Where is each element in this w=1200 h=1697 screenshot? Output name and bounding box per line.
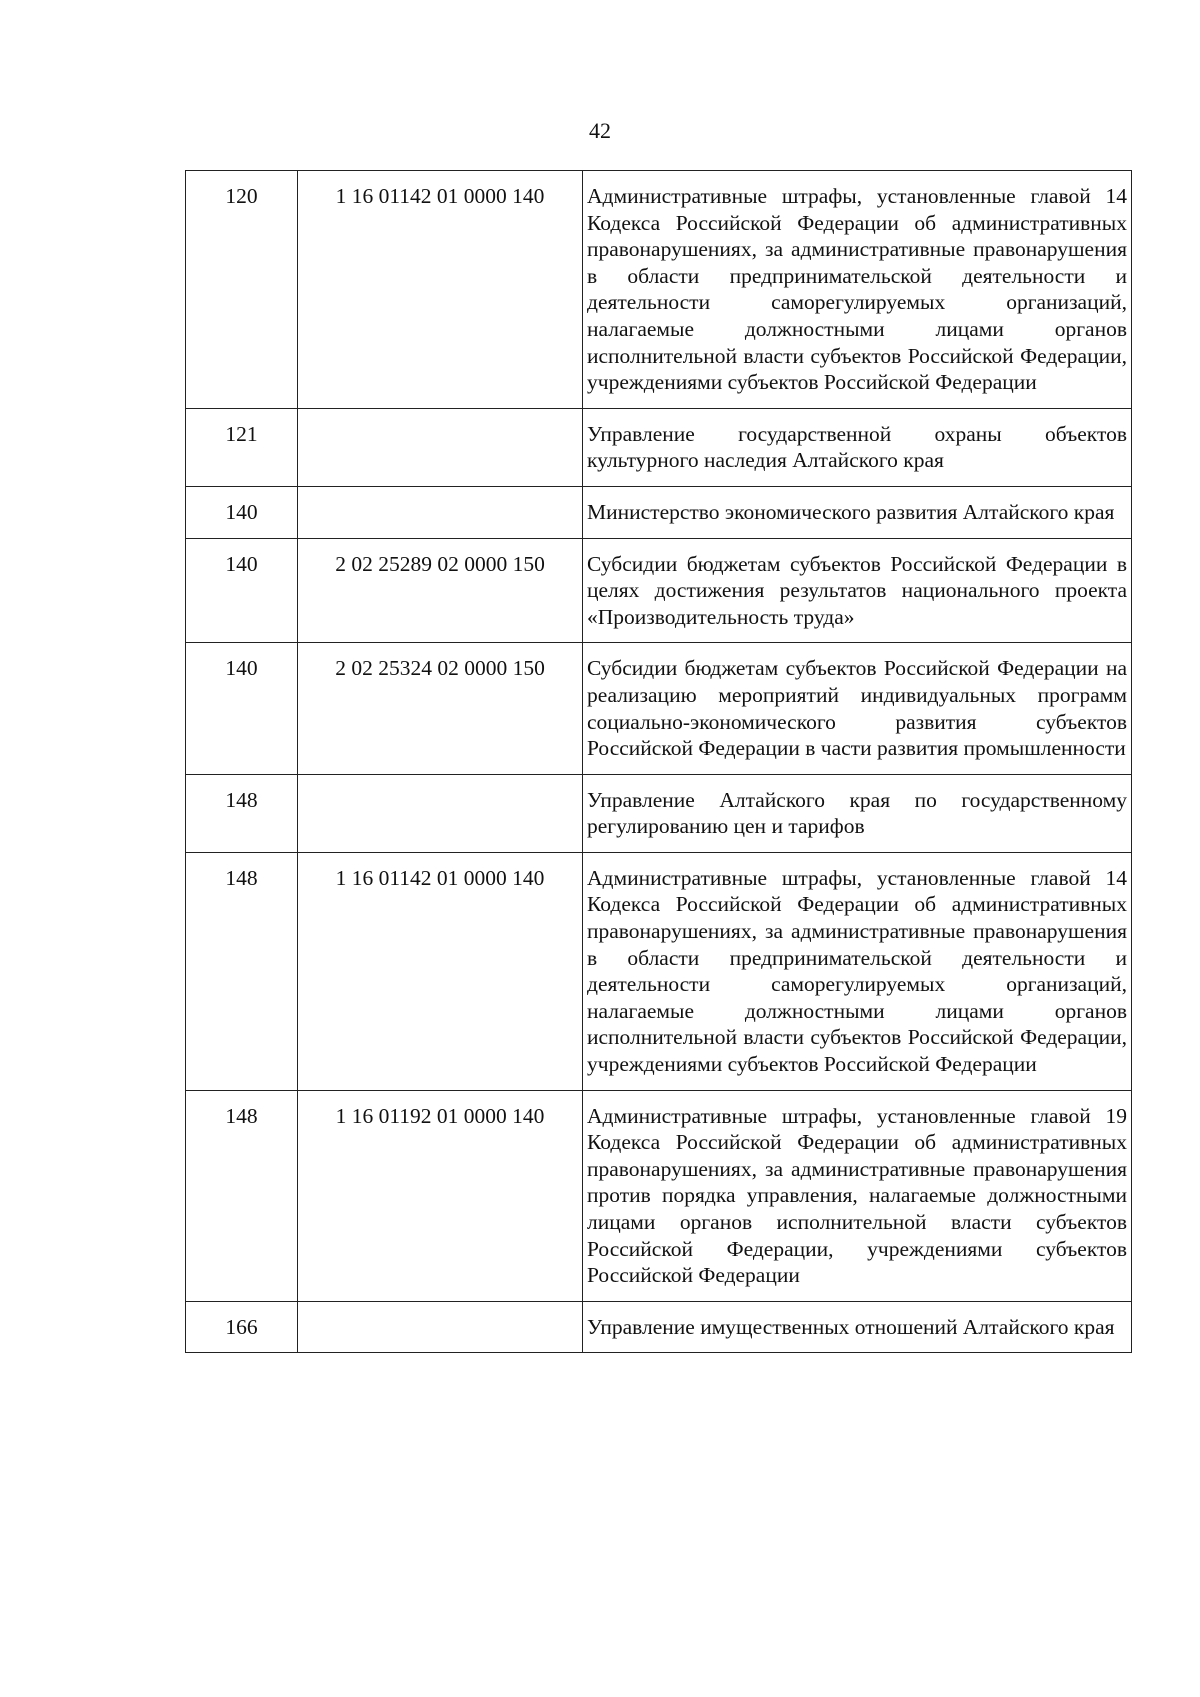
description-cell: Субсидии бюджетам субъектов Российской Федерации на реализацию мероприятий индивидуальных программ социально-экономического развития субъектов Российской Федерации в части развития промышленности (583, 643, 1132, 774)
description-cell: Управление государственной охраны объектов культурного наследия Алтайского края (583, 408, 1132, 486)
admin-code-cell: 140 (186, 643, 298, 774)
table-row (186, 774, 1132, 852)
table-row (186, 643, 1132, 774)
admin-code-cell: 140 (186, 538, 298, 643)
description-cell: Административные штрафы, установленные главой 19 Кодекса Российской Федерации об административных правонарушениях, за административные правонарушения против порядка управления, налагаемые должностными лицами органов исполнительной власти субъектов Российской Федерации, учреждениями субъектов Российской Федерации (583, 1090, 1132, 1301)
budget-code-cell: 1 16 01142 01 0000 140 (298, 171, 583, 409)
admin-code-cell: 148 (186, 774, 298, 852)
description-cell: Министерство экономического развития Алтайского края (583, 486, 1132, 538)
budget-code-cell (298, 1301, 583, 1353)
table-row (186, 486, 1132, 538)
budget-code-cell (298, 408, 583, 486)
budget-code-cell (298, 486, 583, 538)
description-cell: Управление имущественных отношений Алтайского края (583, 1301, 1132, 1353)
admin-code-cell: 166 (186, 1301, 298, 1353)
budget-code-cell: 2 02 25289 02 0000 150 (298, 538, 583, 643)
admin-code-cell: 121 (186, 408, 298, 486)
admin-code-cell: 140 (186, 486, 298, 538)
description-cell: Административные штрафы, установленные главой 14 Кодекса Российской Федерации об административных правонарушениях, за административные правонарушения в области предпринимательской деятельности и деятельности саморегулируемых организаций, налагаемые должностными лицами органов исполнительной власти субъектов Российской Федерации, учреждениями субъектов Российской Федерации (583, 852, 1132, 1090)
table-row (186, 171, 1132, 409)
revenue-codes-table (185, 170, 1132, 1353)
table-row (186, 852, 1132, 1090)
budget-code-cell: 1 16 01192 01 0000 140 (298, 1090, 583, 1301)
admin-code-cell: 148 (186, 852, 298, 1090)
budget-code-cell: 1 16 01142 01 0000 140 (298, 852, 583, 1090)
table-row (186, 538, 1132, 643)
table-row (186, 1090, 1132, 1301)
table-row (186, 408, 1132, 486)
admin-code-cell: 148 (186, 1090, 298, 1301)
description-cell: Субсидии бюджетам субъектов Российской Федерации в целях достижения результатов национального проекта «Производительность труда» (583, 538, 1132, 643)
page-number: 42 (589, 118, 611, 143)
admin-code-cell: 120 (186, 171, 298, 409)
table-row (186, 1301, 1132, 1353)
budget-code-cell (298, 774, 583, 852)
description-cell: Административные штрафы, установленные главой 14 Кодекса Российской Федерации об административных правонарушениях, за административные правонарушения в области предпринимательской деятельности и деятельности саморегулируемых организаций, налагаемые должностными лицами органов исполнительной власти субъектов Российской Федерации, учреждениями субъектов Российской Федерации (583, 171, 1132, 409)
description-cell: Управление Алтайского края по государственному регулированию цен и тарифов (583, 774, 1132, 852)
budget-code-cell: 2 02 25324 02 0000 150 (298, 643, 583, 774)
